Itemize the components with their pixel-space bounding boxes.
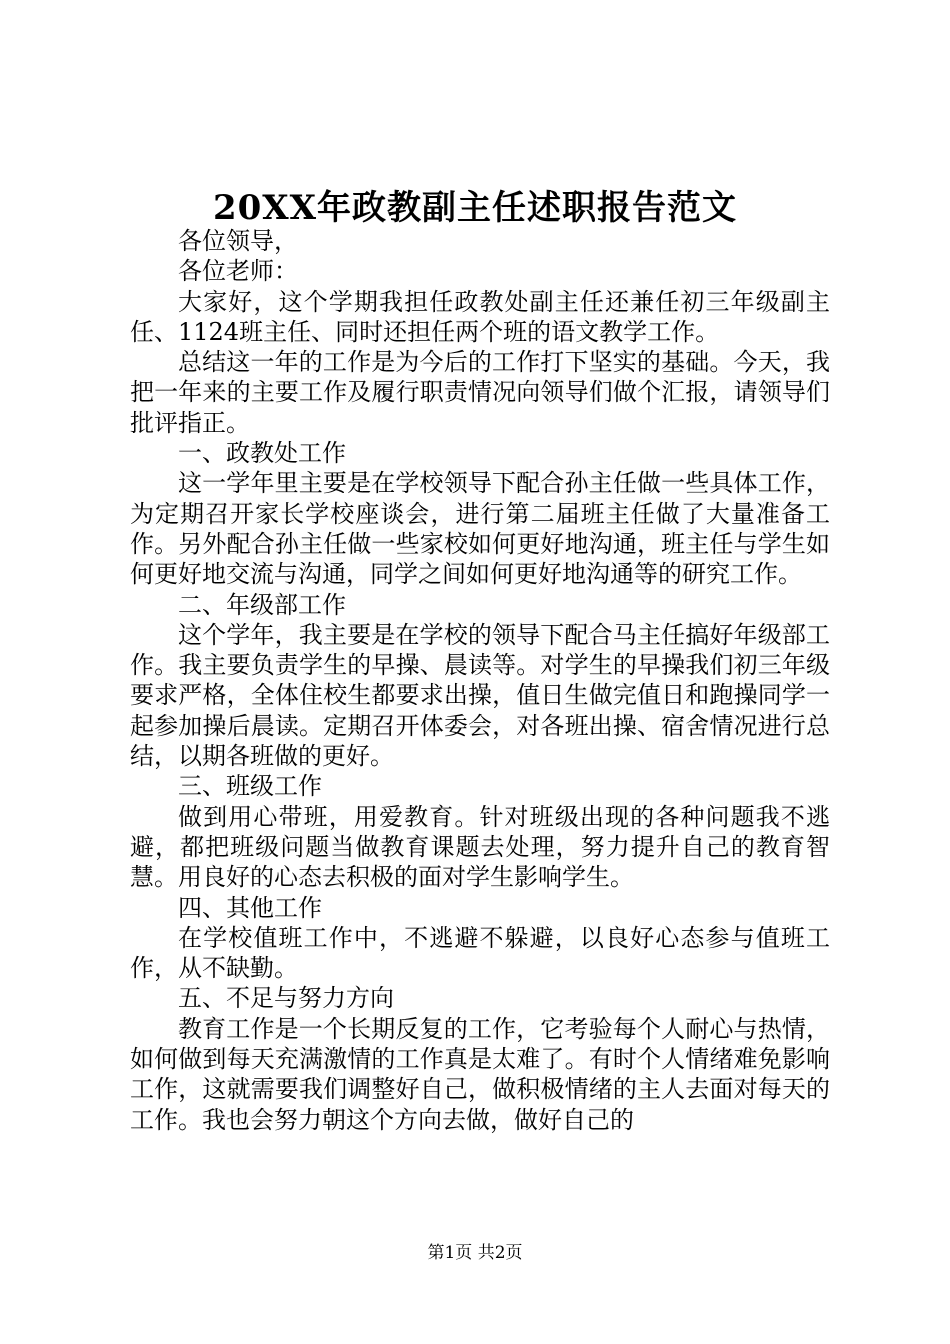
section-heading-4: 四、其他工作	[178, 893, 322, 922]
paragraph-intro: 大家好，这个学期我担任政教处副主任还兼任初三年级副主任、1124班主任、同时还担任两个班的语文教学工作。	[130, 287, 830, 346]
section-heading-3: 三、班级工作	[178, 772, 322, 801]
document-body	[130, 226, 830, 1135]
paragraph-section-2: 这个学年，我主要是在学校的领导下配合马主任搞好年级部工作。我主要负责学生的早操、晨读等。对学生的早操我们初三年级要求严格，全体住校生都要求出操，值日生做完值日和跑操同学一起参加操后晨读。定期召开体委会，对各班出操、宿舍情况进行总结，以期各班做的更好。	[130, 620, 830, 771]
section-heading-2: 二、年级部工作	[178, 590, 346, 619]
paragraph-summary: 总结这一年的工作是为今后的工作打下坚实的基础。今天，我把一年来的主要工作及履行职责情况向领导们做个汇报，请领导们批评指正。	[130, 348, 830, 437]
paragraph-salutation-leaders: 各位领导，	[178, 227, 298, 255]
document-title: 20XX年政教副主任述职报告范文	[212, 188, 738, 228]
paragraph-section-1: 这一学年里主要是在学校领导下配合孙主任做一些具体工作，为定期召开家长学校座谈会，进行第二届班主任做了大量准备工作。另外配合孙主任做一些家校如何更好地沟通，班主任与学生如何更好地交流与沟通，同学之间如何更好地沟通等的研究工作。	[130, 469, 830, 589]
section-heading-5: 五、不足与努力方向	[178, 984, 394, 1013]
paragraph-salutation-teachers: 各位老师：	[178, 257, 298, 286]
page-footer: 第1页 共2页	[427, 1243, 523, 1263]
paragraph-section-5: 教育工作是一个长期反复的工作，它考验每个人耐心与热情，如何做到每天充满激情的工作真是太难了。有时个人情绪难免影响工作，这就需要我们调整好自己，做积极情绪的主人去面对每天的工作。我也会努力朝这个方向去做，做好自己的	[130, 1014, 830, 1134]
section-heading-1: 一、政教处工作	[178, 439, 346, 468]
paragraph-section-3: 做到用心带班，用爱教育。针对班级出现的各种问题我不逃避，都把班级问题当做教育课题去处理，努力提升自己的教育智慧。用良好的心态去积极的面对学生影响学生。	[130, 802, 830, 892]
paragraph-section-4: 在学校值班工作中，不逃避不躲避，以良好心态参与值班工作，从不缺勤。	[130, 923, 830, 983]
